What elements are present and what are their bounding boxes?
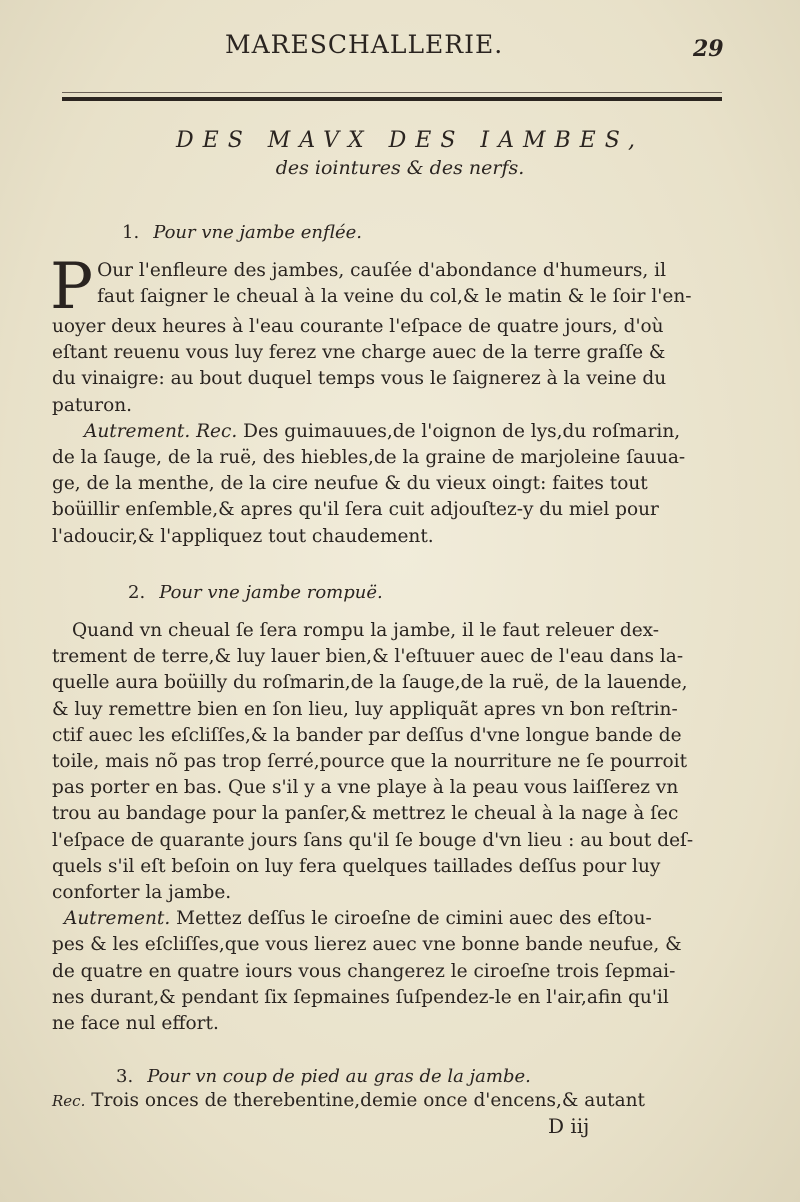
text-line	[52, 906, 712, 932]
section-title: DES MAVX DES IAMBES,	[176, 128, 644, 153]
text-line: Quand vn cheual ſe ſera rompu la jambe, il le faut releuer dex-	[72, 620, 659, 641]
heading-number: 2.	[128, 582, 146, 603]
text-line: paturon.	[52, 394, 132, 416]
text-line: & luy remettre bien en ſon lieu, luy appliquãt apres vn bon reſtrin-	[52, 698, 678, 720]
heading-number: 1.	[122, 222, 140, 243]
text-line: du vinaigre: au bout duquel temps vous le ſaignerez à la veine du	[52, 368, 667, 390]
heading-text: Pour vne jambe enflée.	[153, 222, 363, 243]
text-line: faut ſaigner le cheual à la veine du col,& le matin & le ſoir l'en-	[97, 286, 692, 308]
alt-text: Mettez deſſus le ciroeſne de cimini auec des eſtou-	[176, 908, 652, 930]
text-line: ne face nul effort.	[52, 1013, 219, 1035]
text-line	[52, 1088, 712, 1114]
paragraph-1	[50, 250, 712, 550]
text-line-content: Trois onces de therebentine,demie once d'encens,& autant	[91, 1090, 645, 1111]
header-rule-thin	[62, 92, 722, 93]
alt-label: Autrement.	[64, 908, 171, 930]
text-line: ge, de la menthe, de la cire neufue & du vieux oingt: faites tout	[52, 473, 648, 495]
text-line: eſtant reuenu vous luy ferez vne charge auec de la terre graſſe &	[52, 342, 666, 364]
paragraph-3	[52, 1088, 712, 1114]
text-line: de la ſauge, de la ruë, des hiebles,de la graine de marjoleine ſauua-	[52, 447, 686, 469]
paragraph-2	[52, 618, 712, 1037]
text-line: quels s'il eſt beſoin on luy fera quelques taillades deſſus pour luy	[52, 855, 661, 877]
heading-text: Pour vn coup de pied au gras de la jambe.	[147, 1066, 531, 1087]
text-line: trement de terre,& luy lauer bien,& l'eſtuuer auec de l'eau dans la-	[52, 646, 684, 668]
text-line: de quatre en quatre iours vous changerez le ciroeſne trois ſepmai-	[52, 960, 676, 982]
page-number: 29	[693, 36, 724, 62]
text-line: pas porter en bas. Que s'il y a vne playe à la peau vous laiſſerez vn	[52, 777, 679, 799]
heading-text: Pour vne jambe rompuë.	[159, 582, 383, 603]
alt-text: Des guimauues,de l'oignon de lys,du roſmarin,	[243, 420, 681, 442]
text-line: uoyer deux heures à l'eau courante l'eſpace de quatre jours, d'où	[52, 316, 664, 337]
text-line	[52, 419, 712, 445]
text-line: trou au bandage pour la panſer,& mettrez le cheual à la nage à ſec	[52, 803, 679, 825]
text-line: Our l'enfleure des jambes, cauſée d'abondance d'humeurs, il	[97, 260, 666, 281]
text-line: conforter la jambe.	[52, 882, 232, 904]
text-line: quelle aura boüilly du roſmarin,de la ſauge,de la ruë, de la lauende,	[52, 672, 688, 694]
heading-1	[122, 222, 362, 243]
heading-3	[116, 1066, 531, 1087]
rec-label: Rec.	[196, 420, 238, 442]
text-line: nes durant,& pendant ſix ſepmaines ſuſpendez-le en l'air,afin qu'il	[52, 986, 669, 1008]
text-line: boüillir enſemble,& apres qu'il ſera cuit adjouſtez-y du miel pour	[52, 499, 659, 521]
text-line: l'adoucir,& l'appliquez tout chaudement.	[52, 525, 434, 547]
heading-2	[128, 582, 383, 603]
running-head: MARESCHALLERIE.	[225, 30, 504, 59]
text-line: ctif auec les eſcliſſes,& la bander par deſſus d'vne longue bande de	[52, 724, 682, 746]
header-rule	[62, 97, 722, 101]
text-line: l'eſpace de quarante jours ſans qu'il ſe bouge d'vn lieu : au bout deſ-	[52, 829, 694, 851]
signature-mark: D iij	[548, 1114, 590, 1138]
rec-label: Rec.	[52, 1092, 86, 1110]
alt-label: Autrement.	[84, 420, 191, 442]
heading-number: 3.	[116, 1066, 134, 1087]
section-subtitle: des iointures & des nerfs.	[275, 157, 525, 179]
text-line: toile, mais nõ pas trop ſerré,pource que la nourriture ne ſe pourroit	[52, 751, 688, 773]
text-line: pes & les eſcliſſes,que vous lierez auec vne bonne bande neufue, &	[52, 934, 682, 956]
drop-cap: P	[50, 250, 94, 324]
